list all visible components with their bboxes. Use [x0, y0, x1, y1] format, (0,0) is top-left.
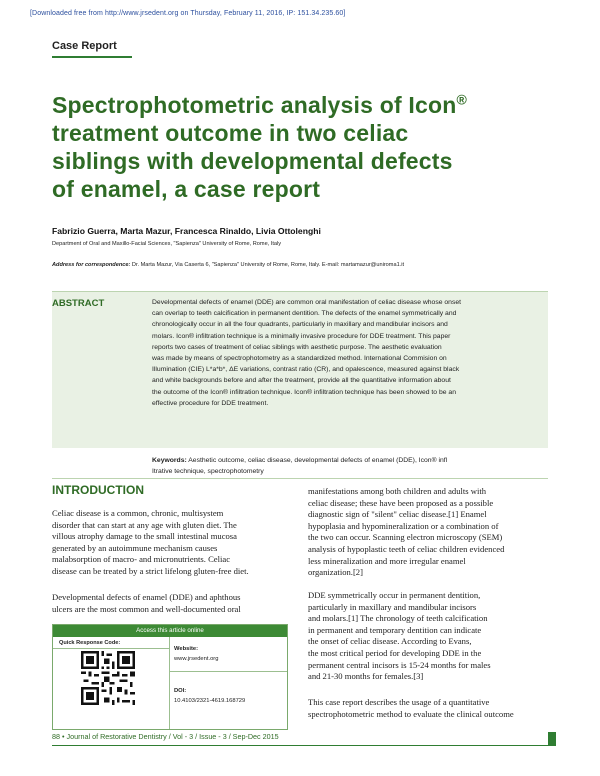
text-line: generated by an autoimmune mechanism causes — [52, 542, 218, 553]
correspondence-text: Dr. Marta Mazur, Via Caserta 6, "Sapienza" University of Rome, Rome, Italy. E-mail: martamazur@uniroma1.it — [130, 262, 405, 268]
abstract-text — [152, 297, 548, 409]
doi-label: DOI: — [174, 688, 187, 694]
title-line-4: of enamel, a case report — [52, 176, 321, 202]
keywords — [152, 455, 548, 477]
abstract-line: and white backgrounds before and after the treatment, provide all the quantitative information about — [152, 377, 451, 385]
title-line-1 — [52, 91, 557, 119]
abstract-line: was made by means of spectrophotometry as a standardized method. International Commision on — [152, 355, 447, 363]
text-line: celiac disease; these have been proposed as a possible — [308, 497, 494, 508]
abstract-line: effective procedure for DDE treatment. — [152, 399, 269, 407]
text-line: organization.[2] — [308, 567, 363, 578]
text-line: less mineralization and more irregular enamel — [308, 555, 466, 566]
abstract-heading: ABSTRACT — [52, 298, 105, 309]
keywords-bottom-rule — [52, 478, 548, 479]
text-line: and 21-30 months for females.[3] — [308, 671, 424, 682]
footer-accent-bar — [548, 732, 556, 746]
abstract-line: chronologically occur in all the four quadrants, particularly in maxillary and mandibular incisors and — [152, 321, 448, 329]
affiliation: Department of Oral and Maxillo-Facial Sciences, "Sapienza" University of Rome, Rome, Italy — [52, 241, 282, 247]
article-title — [52, 91, 557, 203]
abstract-line: reports two cases of treatment of celiac siblings with aesthetic purpose. The aesthetic evaluation — [152, 343, 442, 351]
text-line: Developmental defects of enamel (DDE) and aphthous — [52, 592, 241, 602]
intro-paragraph-3 — [308, 486, 550, 579]
qr-code-icon[interactable] — [81, 651, 135, 705]
keywords-text-1: Aesthetic outcome, celiac disease, developmental defects of enamel (DDE), Icon® infl — [186, 457, 448, 464]
footer-rule — [52, 745, 548, 746]
text-line: hypoplasia and hypomineralization or a combination of — [308, 520, 499, 531]
correspondence-label: Address for correspondence: — [52, 262, 131, 268]
text-line: spectrophotometric method to evaluate the clinical outcome — [308, 708, 514, 719]
section-label: Case Report — [52, 40, 117, 52]
page-footer: 88 • Journal of Restorative Dentistry / Vol - 3 / Issue - 3 / Sep-Dec 2015 — [52, 732, 279, 741]
website-link[interactable]: www.jrsedent.org — [174, 656, 219, 662]
access-box-heading: Access this article online — [53, 625, 287, 637]
text-line: diagnostic sign of "silent" celiac disease.[1] Enamel — [308, 509, 487, 520]
doi-link[interactable]: 10.4103/2321-4619.168729 — [174, 698, 246, 704]
registered-mark: ® — [456, 91, 467, 108]
text-line: disorder that can start at any age with gluten diet. The — [52, 519, 237, 530]
text-line: This case report describes the usage of a quantitative — [308, 697, 490, 707]
text-line: the onset of celiac disease. According to Evans, — [308, 636, 472, 647]
intro-paragraph-2 — [52, 592, 288, 615]
download-notice: [Downloaded free from http://www.jrsedent.org on Thursday, February 11, 2016, IP: 151.34.235.60] — [30, 10, 346, 17]
text-line: particularly in maxillary and mandibular incisors — [308, 601, 477, 612]
text-line: the most critical period for developing DDE in the — [308, 647, 482, 658]
title-line-3: siblings with developmental defects — [52, 148, 453, 174]
intro-paragraph-1 — [52, 508, 288, 578]
abstract-line: Developmental defects of enamel (DDE) are common oral manifestation of celiac disease whose onset — [152, 299, 462, 306]
keywords-label: Keywords: — [152, 457, 187, 464]
intro-paragraph-5 — [308, 697, 550, 720]
text-line: manifestations among both children and adults with — [308, 486, 487, 496]
qr-code-label: Quick Response Code: — [59, 640, 121, 646]
text-line: in permanent and temporary dentition can indicate — [308, 624, 482, 635]
text-line: disease can be treated by a strict lifelong gluten-free diet. — [52, 565, 249, 576]
text-line: malabsorption of macro- and micronutrients. Celiac — [52, 554, 231, 565]
abstract-line: can overlap to teeth calcification in permanent dentition. The defects of the enamel symmetrically and — [152, 310, 457, 318]
text-line: permanent central incisors is 15-24 months for males — [308, 659, 491, 670]
author-list: Fabrizio Guerra, Marta Mazur, Francesca Rinaldo, Livia Ottolenghi — [52, 226, 321, 236]
keywords-text-2: Itrative technique, spectrophotometry — [152, 468, 264, 476]
box-divider — [53, 648, 169, 649]
intro-paragraph-4 — [308, 590, 550, 683]
box-divider — [169, 671, 287, 672]
abstract-line: the outcome of the Icon® infiltration technique. Icon® infiltration technique has been showed to be an — [152, 388, 456, 396]
text-line: and molars.[1] The chronology of teeth calcification — [308, 613, 488, 624]
abstract-line: molars. Icon® infiltration technique is a minimally invasive procedure for DDE treatment. This paper — [152, 332, 451, 340]
correspondence — [52, 262, 404, 268]
access-article-box — [52, 624, 288, 730]
title-line-1-text: Spectrophotometric analysis of Icon — [52, 92, 457, 118]
text-line: villous atrophy damage to the small intestinal mucosa — [52, 531, 237, 542]
text-line: DDE symmetrically occur in permanent dentition, — [308, 590, 481, 600]
text-line: Celiac disease is a common, chronic, multisystem — [52, 508, 224, 518]
website-label: Website: — [174, 646, 199, 652]
title-line-2: treatment outcome in two celiac — [52, 120, 409, 146]
introduction-heading: INTRODUCTION — [52, 483, 144, 497]
text-line: the two can occur. Scanning electron microscopy (SEM) — [308, 532, 503, 543]
text-line: ulcers are the most common and well-documented oral — [52, 603, 241, 614]
section-underline — [52, 56, 132, 58]
box-divider — [169, 637, 170, 729]
keywords-line-1 — [152, 455, 548, 466]
abstract-line: Illumination (CIE) L*a*b*, ΔE variations, contrast ratio (CR), and opalescence, measured against black — [152, 366, 460, 374]
text-line: analysis of hypoplastic teeth of celiac children evidenced — [308, 543, 505, 554]
